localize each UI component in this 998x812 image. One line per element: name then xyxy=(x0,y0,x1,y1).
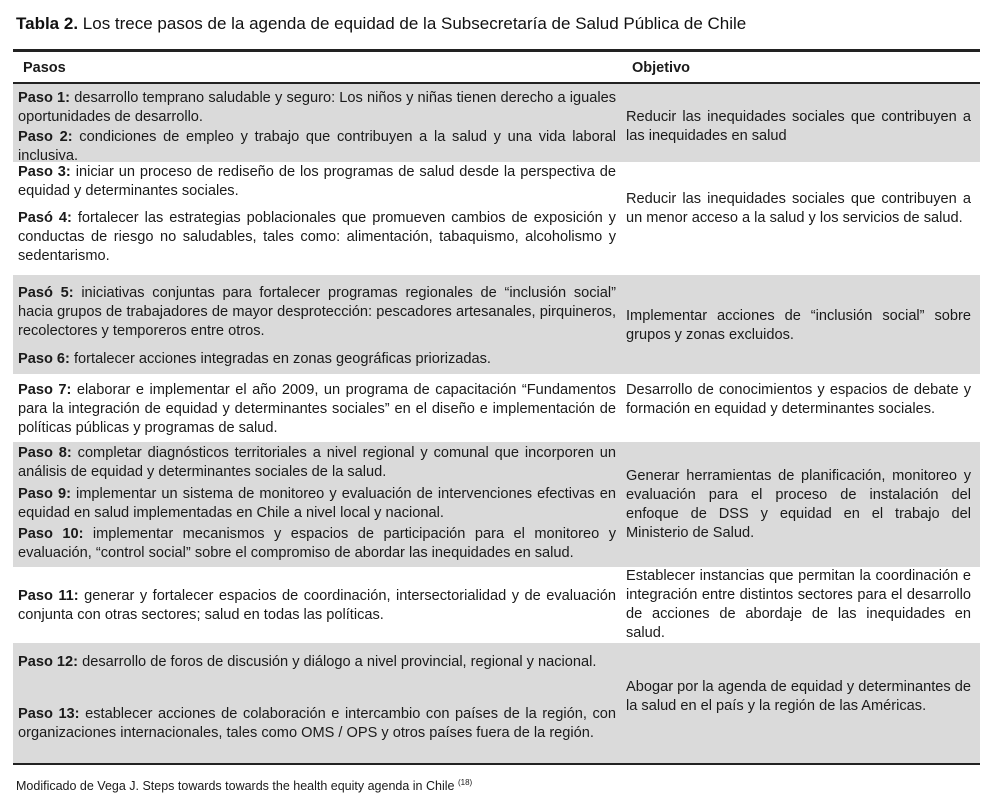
table-title-label: Tabla 2. xyxy=(16,14,79,33)
step-text: desarrollo temprano saludable y seguro: Los niños y niñas tienen derecho a iguales oportunidades de desarrollo. xyxy=(18,90,617,125)
step-text: implementar mecanismos y espacios de participación para el monitoreo y evaluación, “control social” sobre el compromiso de abordar las inequidades en salud. xyxy=(18,526,616,561)
step-label: Paso 13: xyxy=(18,706,80,722)
table-row-group-7 xyxy=(13,643,980,763)
step-9 xyxy=(18,485,616,523)
step-5 xyxy=(18,284,616,341)
objective-cell: Establecer instancias que permitan la coordinación e integración entre distintos sectores para el desarrollo de acciones de abordaje de las inequidades en salud. xyxy=(626,568,971,641)
step-label: Pasó 5: xyxy=(18,285,74,301)
table-row-group-4 xyxy=(13,374,980,442)
step-text: fortalecer las estrategias poblacionales que promueven cambios de exposición y conductas de riesgo no saludables, tales como: alimentación, tabaquismo, alcoholismo y sedentarismo. xyxy=(18,210,616,264)
table-row-group-1 xyxy=(13,84,980,162)
step-label: Paso 10: xyxy=(18,526,84,542)
step-label: Paso 2: xyxy=(18,129,73,145)
step-label: Paso 7: xyxy=(18,382,72,398)
step-3 xyxy=(18,163,616,201)
step-label: Paso 3: xyxy=(18,164,71,180)
step-text: generar y fortalecer espacios de coordinación, intersectorialidad y de evaluación conjunta con otras sectores; salud en todas las políticas. xyxy=(18,588,616,623)
step-label: Pasó 4: xyxy=(18,210,72,226)
step-10 xyxy=(18,525,616,563)
steps-cell xyxy=(18,374,616,442)
step-text: fortalecer acciones integradas en zonas geográficas priorizadas. xyxy=(73,351,491,367)
table-row-group-5 xyxy=(13,442,980,567)
steps-cell xyxy=(18,567,616,643)
step-4 xyxy=(18,209,616,266)
source-note-ref: (18) xyxy=(457,778,473,787)
step-label: Paso 9: xyxy=(18,486,71,502)
step-text: desarrollo de foros de discusión y diálogo a nivel provincial, regional y nacional. xyxy=(82,654,597,670)
step-11 xyxy=(18,587,616,625)
header-pasos: Pasos xyxy=(23,60,66,76)
steps-cell xyxy=(18,643,616,763)
objective-cell: Desarrollo de conocimientos y espacios de debate y formación en equidad y determinantes sociales. xyxy=(626,382,971,417)
steps-table xyxy=(13,49,980,765)
step-label: Paso 1: xyxy=(18,90,71,106)
table-title-text: Los trece pasos de la agenda de equidad de la Subsecretaría de Salud Pública de Chile xyxy=(82,14,747,33)
step-text: completar diagnósticos territoriales a nivel regional y comunal que incorporen un análisis de equidad y determinantes sociales de la salud. xyxy=(18,445,616,480)
step-6 xyxy=(18,350,616,369)
step-text: elaborar e implementar el año 2009, un programa de capacitación “Fundamentos para la integración de equidad y determinantes sociales” en el diseño e implementación de políticas públicas y programas de salud. xyxy=(18,382,616,436)
step-label: Paso 11: xyxy=(18,588,79,604)
table-bottom-rule xyxy=(13,763,980,765)
step-1 xyxy=(18,89,616,127)
objective-cell: Generar herramientas de planificación, monitoreo y evaluación para el proceso de instalación del enfoque de DSS y equidad en el trabajo del Ministerio de Salud. xyxy=(626,468,971,541)
table-row-group-6 xyxy=(13,567,980,643)
steps-cell xyxy=(18,275,616,374)
step-7 xyxy=(18,381,616,438)
objective-cell: Reducir las inequidades sociales que contribuyen a un menor acceso a la salud y los servicios de salud. xyxy=(626,191,971,226)
step-text: establecer acciones de colaboración e intercambio con países de la región, con organizaciones internacionales, tales como OMS / OPS y otros países fuera de la región. xyxy=(18,706,616,741)
step-13 xyxy=(18,705,616,743)
step-label: Paso 12: xyxy=(18,654,79,670)
objective-cell: Reducir las inequidades sociales que contribuyen a las inequidades en salud xyxy=(626,109,971,144)
source-note xyxy=(16,778,472,793)
step-label: Paso 8: xyxy=(18,445,72,461)
step-2 xyxy=(18,128,616,166)
steps-cell xyxy=(18,442,616,567)
step-12 xyxy=(18,653,616,672)
objective-cell: Implementar acciones de “inclusión social” sobre grupos y zonas excluidos. xyxy=(626,308,971,343)
step-text: condiciones de empleo y trabajo que contribuyen a la salud y una vida laboral inclusiva. xyxy=(18,129,617,164)
table-header xyxy=(13,52,980,84)
table-row-group-3 xyxy=(13,275,980,374)
header-objetivo: Objetivo xyxy=(632,60,691,76)
steps-cell xyxy=(18,162,616,275)
table-row-group-2 xyxy=(13,162,980,275)
step-text: iniciativas conjuntas para fortalecer programas regionales de “inclusión social” hacia grupos de trabajadores de mayor desprotección: pescadores artesanales, pirquineros, recolectores y temporeros entre otros. xyxy=(18,285,616,339)
step-text: implementar un sistema de monitoreo y evaluación de intervenciones efectivas en equidad en salud implementadas en Chile a nivel local y nacional. xyxy=(18,486,616,521)
steps-cell xyxy=(18,84,616,162)
table-title xyxy=(16,14,746,34)
step-label: Paso 6: xyxy=(18,351,70,367)
objective-cell: Abogar por la agenda de equidad y determinantes de la salud en el país y la región de las Américas. xyxy=(626,679,971,714)
step-text: iniciar un proceso de rediseño de los programas de salud desde la perspectiva de equidad y determinantes sociales. xyxy=(18,164,616,199)
step-8 xyxy=(18,444,616,482)
source-note-text: Modificado de Vega J. Steps towards towards the health equity agenda in Chile xyxy=(16,779,455,794)
